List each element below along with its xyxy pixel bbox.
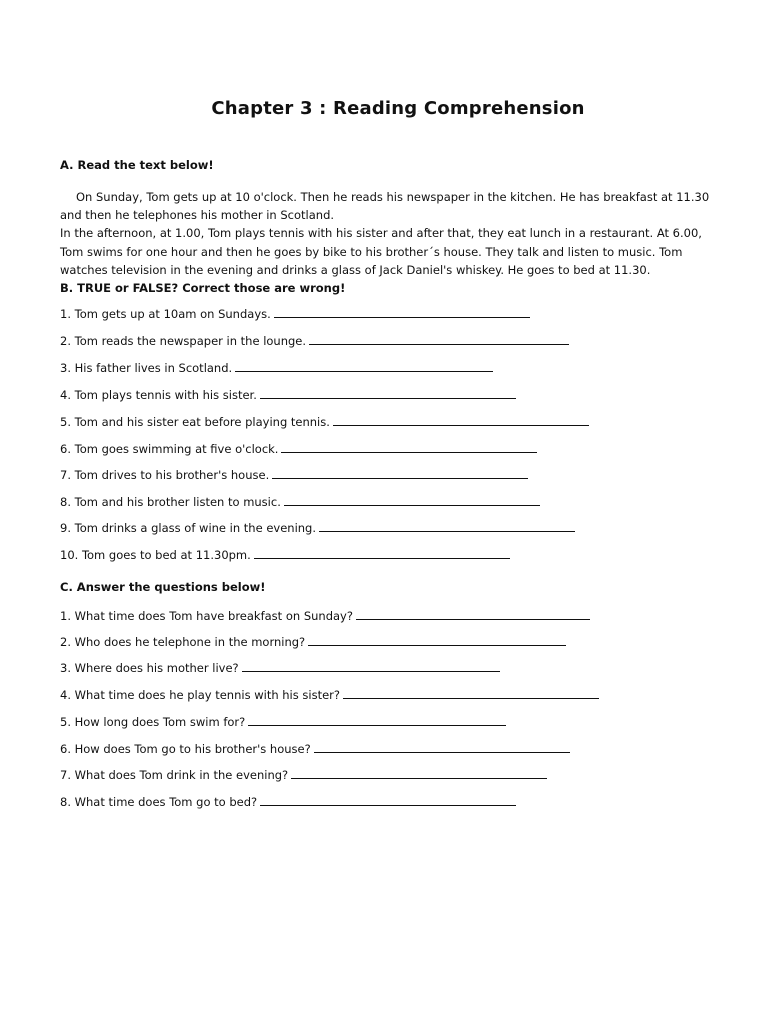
question-text: 6. How does Tom go to his brother's house? [60,742,311,756]
answer-line[interactable] [309,332,569,345]
true-false-statement: 1. Tom gets up at 10am on Sundays. [60,307,271,321]
question-text: 5. How long does Tom swim for? [60,715,246,729]
answer-line[interactable] [235,359,493,372]
section-c-heading: C. Answer the questions below! [60,580,266,594]
answer-line[interactable] [308,633,566,646]
question-text: 1. What time does Tom have breakfast on Sunday? [60,609,353,623]
answer-line[interactable] [260,793,516,806]
answer-line[interactable] [284,493,540,506]
section-b-heading: B. TRUE or FALSE? Correct those are wrong! [60,281,346,295]
true-false-statement: 5. Tom and his sister eat before playing tennis. [60,415,330,429]
question-item [60,633,566,649]
answer-line[interactable] [314,740,570,753]
answer-line[interactable] [274,305,530,318]
true-false-statement: 6. Tom goes swimming at five o'clock. [60,442,279,456]
true-false-item [60,466,528,482]
section-a-heading: A. Read the text below! [60,158,214,172]
true-false-statement: 9. Tom drinks a glass of wine in the evening. [60,521,317,535]
question-item [60,793,516,809]
question-text: 8. What time does Tom go to bed? [60,795,258,809]
answer-line[interactable] [333,413,589,426]
answer-line[interactable] [260,386,516,399]
question-item [60,607,590,623]
answer-line[interactable] [356,607,590,620]
true-false-statement: 3. His father lives in Scotland. [60,361,233,375]
answer-line[interactable] [281,440,537,453]
true-false-statement: 2. Tom reads the newspaper in the lounge. [60,334,307,348]
true-false-item [60,493,540,509]
passage-paragraph-1 [60,188,720,224]
true-false-item [60,305,530,321]
true-false-item [60,386,516,402]
true-false-item [60,413,589,429]
question-text: 7. What does Tom drink in the evening? [60,768,289,782]
true-false-statement: 10. Tom goes to bed at 11.30pm. [60,548,251,562]
true-false-item [60,440,537,456]
answer-line[interactable] [242,659,500,672]
true-false-statement: 7. Tom drives to his brother's house. [60,468,270,482]
question-text: 4. What time does he play tennis with his sister? [60,688,340,702]
passage-paragraph-2: In the afternoon, at 1.00, Tom plays tennis with his sister and after that, they eat lunch in a restaurant. At 6.00, Tom swims for one hour and then he goes by bike to his brother´s house. They talk and listen to music. Tom watches television in the evening and drinks a glass of Jack Daniel's whiskey. He goes to bed at 11.30. [60,226,702,277]
true-false-item [60,332,569,348]
true-false-item [60,519,575,535]
true-false-statement: 8. Tom and his brother listen to music. [60,495,281,509]
true-false-statement: 4. Tom plays tennis with his sister. [60,388,257,402]
answer-line[interactable] [254,546,510,559]
answer-line[interactable] [248,713,506,726]
reading-passage [60,188,720,279]
answer-line[interactable] [291,766,547,779]
page-title: Chapter 3 : Reading Comprehension [211,98,585,119]
true-false-item [60,546,510,562]
question-text: 2. Who does he telephone in the morning? [60,635,306,649]
question-item [60,740,570,756]
answer-line[interactable] [319,519,575,532]
true-false-item [60,359,493,375]
passage-paragraph-1-text: On Sunday, Tom gets up at 10 o'clock. Then he reads his newspaper in the kitchen. He has breakfast at 11.30 and then he telephones his mother in Scotland. [60,190,710,223]
question-item [60,713,506,729]
question-text: 3. Where does his mother live? [60,661,239,675]
question-item [60,686,599,702]
answer-line[interactable] [272,466,528,479]
answer-line[interactable] [343,686,599,699]
question-item [60,766,547,782]
question-item [60,659,500,675]
